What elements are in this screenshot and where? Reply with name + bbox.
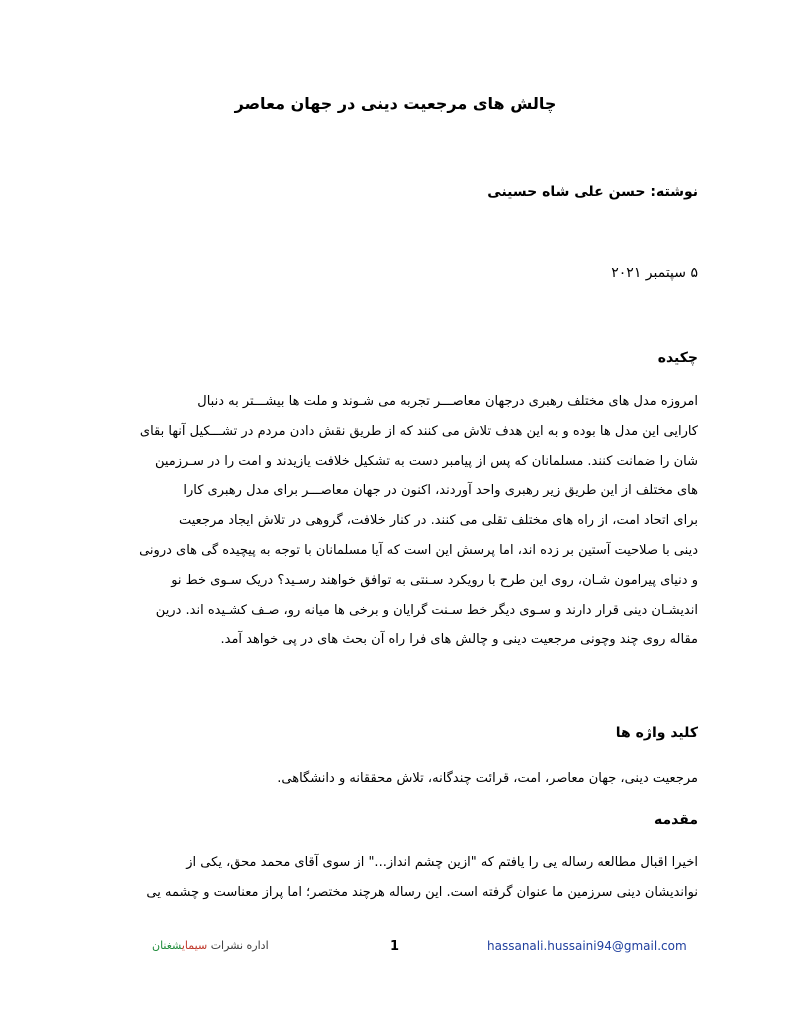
introduction-line: اخیرا اقبال مطالعه رساله یی را یافتم که "ازین چشم انداز..." از سوی آقای محمد محق، یکی از	[186, 855, 698, 870]
abstract-line: و دنیای پیرامون شـان، روی این طرح با رویکرد سـنتی به توافق خواهند رسـید؟ دریک سـوی خط نو	[171, 572, 698, 588]
keywords-paragraph	[92, 764, 698, 794]
date-line: ۵ سپتمبر ۲۰۲۱	[611, 265, 698, 281]
publisher-part3: شغنان	[152, 939, 182, 952]
footer-publisher	[152, 939, 269, 952]
document-title: چالش های مرجعیت دینی در جهان معاصر	[234, 94, 557, 113]
keywords-text: مرجعیت دینی، جهان معاصر، امت، قرائت چندگانه، تلاش محققانه و دانشگاهی.	[277, 771, 698, 786]
abstract-heading: چکیده	[657, 350, 698, 366]
introduction-paragraph	[92, 848, 698, 908]
introduction-line: نواندیشان دینی سرزمین ما عنوان گرفته است. این رساله هرچند مختصر؛ اما پراز معناست و چشمه یی	[146, 884, 698, 900]
abstract-line: های مختلف از این طریق زیر رهبری واحد آوردند، اکنون در جهان معاصـــر برای مدل رهبری کارا	[183, 483, 698, 499]
abstract-line: اندیشـان دینی قرار دارند و سـوی دیگر خط سـنت گرایان و برخی ها میانه رو، صـف کشـیده اند. درین	[155, 602, 698, 618]
abstract-line: برای اتحاد امت، از راه های مختلف تقلی می کنند. در کنار خلافت، گروهی در تلاش ایجاد مرجعیت	[178, 513, 698, 529]
page-number: 1	[390, 939, 400, 954]
abstract-paragraph	[92, 387, 698, 655]
keywords-heading: کلید واژه ها	[615, 725, 698, 741]
abstract-line: امروزه مدل های مختلف رهبری درجهان معاصـــر تجربه می شـوند و ملت ها بیشـــتر به دنبال	[197, 394, 698, 409]
footer-email[interactable]: hassanali.hussaini94@gmail.com	[487, 939, 687, 953]
introduction-heading: مقدمه	[654, 812, 698, 828]
publisher-part2: سیمای	[181, 939, 208, 952]
abstract-line: کارایی این مدل ها بوده و به این هدف تلاش می کنند که از طریق نقش دادن مردم در تشـــکیل آنها بقای	[139, 423, 698, 439]
abstract-line: دینی با صلاحیت آستین بر زده اند، اما پرسش این است که آیا مسلمانان با توجه به پیچیده گی های درونی	[139, 542, 698, 558]
author-line: نوشته: حسن علی شاه حسینی	[487, 184, 698, 200]
publisher-part1: اداره نشرات	[210, 939, 269, 952]
abstract-line: شان را ضمانت کنند. مسلمانان که پس از پیامبر دست به تشکیل خلافت یازیدند و امت را در سـرزمین	[154, 453, 698, 469]
abstract-line: مقاله روی چند وچونی مرجعیت دینی و چالش های فرا راه آن بحث های در پی خواهد آمد.	[220, 632, 698, 648]
